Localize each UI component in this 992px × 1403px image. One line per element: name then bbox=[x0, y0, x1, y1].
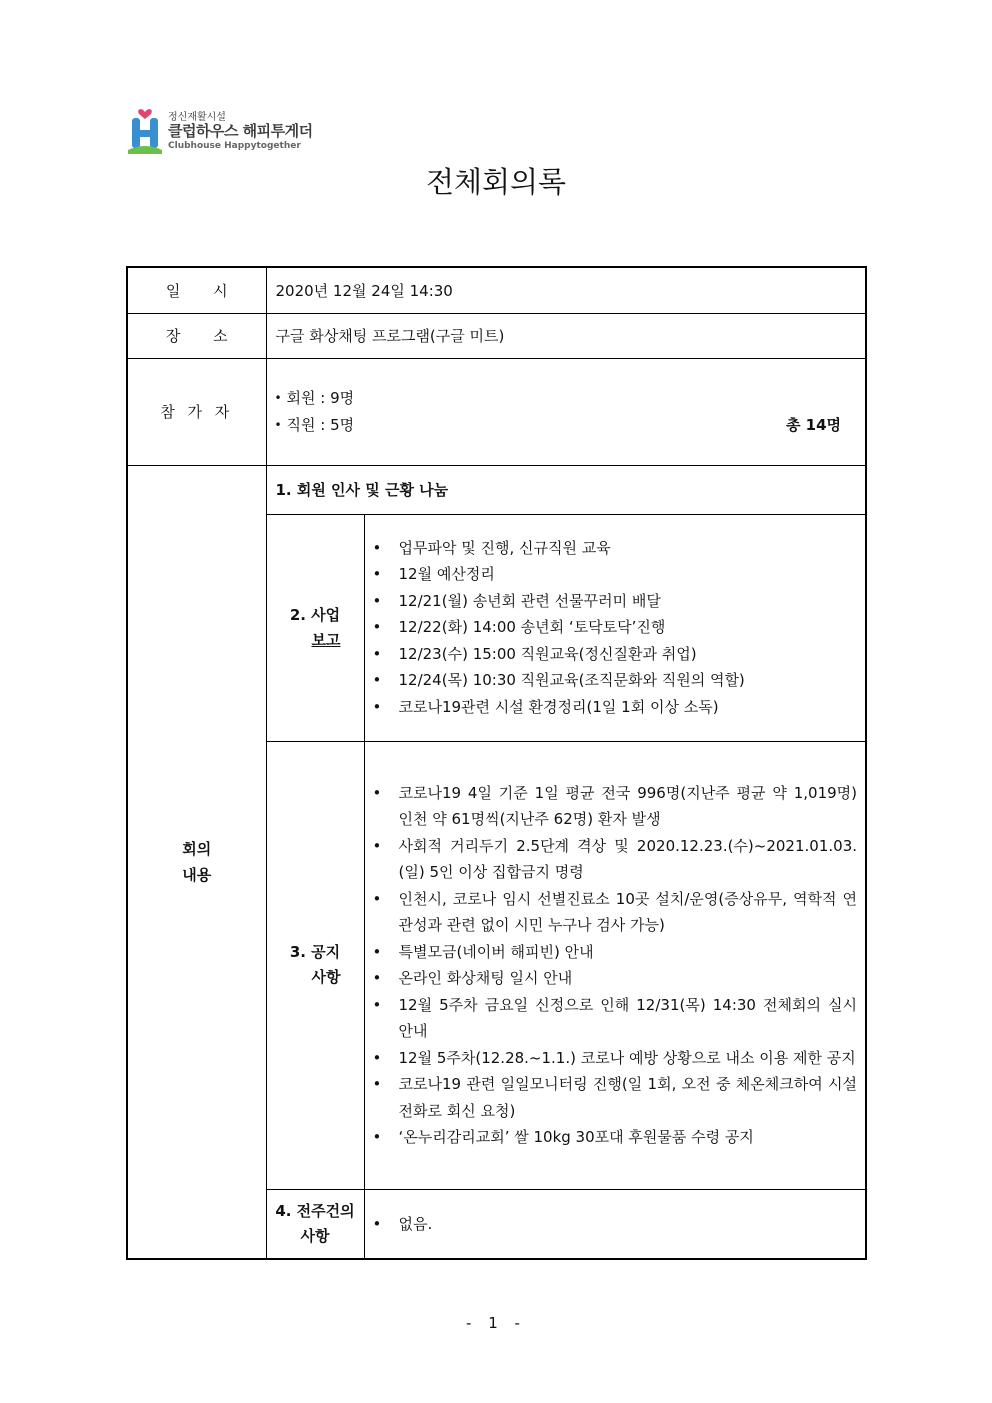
datetime-row bbox=[127, 267, 866, 313]
list-item: • 코로나19관련 시설 환경정리(1일 1회 이상 소독) bbox=[365, 694, 866, 721]
list-item: • 코로나19 관련 일일모니터링 진행(일 1회, 오전 중 체온체크하여 시설 전화로 회신 요청) bbox=[365, 1071, 866, 1124]
list-item: • 업무파악 및 진행, 신규직원 교육 bbox=[365, 535, 866, 562]
list-item: • 없음. bbox=[365, 1211, 866, 1238]
list-item: • 12월 예산정리 bbox=[365, 561, 866, 588]
page-number: - 1 - bbox=[466, 1314, 526, 1332]
list-item: • 사회적 거리두기 2.5단계 격상 및 2020.12.23.(수)~2021.01.03.(일) 5인 이상 집합금지 명령 bbox=[365, 833, 866, 886]
section3-label-line2: 사항 bbox=[311, 968, 341, 986]
place-value: 구글 화상채팅 프로그램(구글 미트) bbox=[266, 313, 866, 358]
list-item: • 12/23(수) 15:00 직원교육(정신질환과 취업) bbox=[365, 641, 866, 668]
list-item: • 특별모금(네이버 해피빈) 안내 bbox=[365, 939, 866, 966]
attendees-label: 참 가 자 bbox=[127, 358, 266, 465]
clubhouse-logo bbox=[128, 104, 348, 156]
section1-row bbox=[127, 465, 866, 514]
section1-title: 1. 회원 인사 및 근황 나눔 bbox=[266, 465, 866, 514]
list-item: • 12/24(목) 10:30 직원교육(조직문화와 직원의 역할) bbox=[365, 667, 866, 694]
section4-content bbox=[364, 1189, 866, 1259]
happytogether-h-logo-icon bbox=[128, 104, 164, 156]
section4-list bbox=[365, 1211, 866, 1238]
list-item: • 12월 5주차(12.28.~1.1.) 코로나 예방 상황으로 내소 이용 제한 공지 bbox=[365, 1045, 866, 1072]
place-label: 장 소 bbox=[127, 313, 266, 358]
document-title: 전체회의록 bbox=[425, 165, 567, 199]
meeting-minutes-table bbox=[126, 266, 867, 1260]
section4-label-line2: 사항 bbox=[300, 1226, 330, 1245]
list-item: • ‘온누리감리교회’ 쌀 10kg 30포대 후원물품 수령 공지 bbox=[365, 1124, 866, 1151]
meeting-content-label bbox=[127, 465, 266, 1259]
list-item: • 인천시, 코로나 임시 선별진료소 10곳 설치/운영(증상유무, 역학적 연관성과 관련 없이 시민 누구나 검사 가능) bbox=[365, 886, 866, 939]
section2-label-line1: 2. 사업 bbox=[289, 605, 341, 624]
section3-content bbox=[364, 741, 866, 1189]
attendees-staff: • 직원 : 5명 bbox=[267, 412, 866, 439]
attendees-list bbox=[267, 385, 866, 438]
section3-label-line1: 3. 공지 bbox=[289, 943, 341, 961]
meeting-content-label-line1: 회의 bbox=[182, 839, 212, 858]
list-item: • 12/21(월) 송년회 관련 선물꾸러미 배달 bbox=[365, 588, 866, 615]
logo-english-name: Clubhouse Happytogether bbox=[168, 141, 301, 151]
section2-label bbox=[266, 514, 364, 741]
logo-subtitle: 정신재활시설 bbox=[168, 112, 226, 123]
section3-label bbox=[266, 741, 364, 1189]
attendees-members: • 회원 : 9명 bbox=[267, 385, 866, 412]
place-row bbox=[127, 313, 866, 358]
meeting-content-label-line2: 내용 bbox=[182, 865, 212, 884]
section2-list bbox=[365, 535, 866, 721]
datetime-label: 일 시 bbox=[127, 267, 266, 313]
list-item: • 코로나19 4일 기준 1일 평균 전국 996명(지난주 평균 약 1,019명) 인천 약 61명씩(지난주 62명) 환자 발생 bbox=[365, 780, 866, 833]
attendees-value bbox=[266, 358, 866, 465]
section4-label bbox=[266, 1189, 364, 1259]
section3-list bbox=[365, 780, 866, 1151]
section2-label-line2: 보고 bbox=[311, 630, 341, 649]
logo-name: 클럽하우스 해피투게더 bbox=[168, 122, 313, 140]
section4-label-line1: 4. 전주건의 bbox=[275, 1201, 355, 1220]
list-item: • 온라인 화상채팅 일시 안내 bbox=[365, 965, 866, 992]
section2-content bbox=[364, 514, 866, 741]
attendees-total: 총 14명 bbox=[785, 415, 842, 434]
attendees-row bbox=[127, 358, 866, 465]
list-item: • 12/22(화) 14:00 송년회 ‘토닥토닥’진행 bbox=[365, 614, 866, 641]
datetime-value: 2020년 12월 24일 14:30 bbox=[266, 267, 866, 313]
list-item: • 12월 5주차 금요일 신정으로 인해 12/31(목) 14:30 전체회의 실시 안내 bbox=[365, 992, 866, 1045]
